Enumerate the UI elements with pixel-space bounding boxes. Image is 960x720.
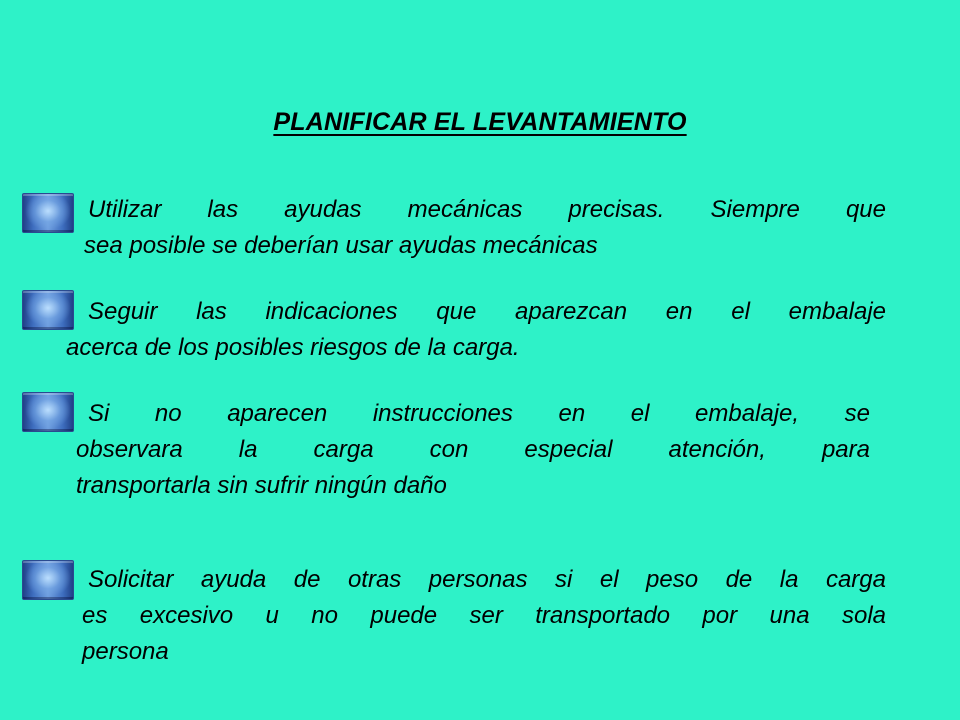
- bullet-item-2-line-1: Seguir las indicaciones que aparezcan en el embalaje: [88, 298, 886, 325]
- bullet-item-2-line-2: acerca de los posibles riesgos de la carga.: [66, 334, 520, 361]
- bullet-item-2: [66, 294, 886, 366]
- page-title: PLANIFICAR EL LEVANTAMIENTO: [273, 108, 687, 136]
- bullet-item-3: [76, 396, 870, 504]
- bullet-item-1: [84, 192, 886, 264]
- bullet-item-3-line-3: transportarla sin sufrir ningún daño: [76, 472, 447, 499]
- bullet-item-4-line-3: persona: [82, 638, 169, 665]
- bullet-item-1-line-1: Utilizar las ayudas mecánicas precisas. Siempre que: [88, 196, 886, 223]
- bullet-square-icon: [22, 560, 74, 600]
- bullet-item-4: [82, 562, 886, 670]
- bullet-item-1-line-2: sea posible se deberían usar ayudas mecánicas: [84, 232, 598, 259]
- bullet-square-icon: [22, 392, 74, 432]
- bullet-square-icon: [22, 290, 74, 330]
- bullet-item-3-line-2: observara la carga con especial atención, para: [76, 436, 870, 463]
- bullet-item-4-line-2: es excesivo u no puede ser transportado por una sola: [82, 602, 886, 629]
- bullet-square-icon: [22, 193, 74, 233]
- bullet-item-3-line-1: Si no aparecen instrucciones en el embalaje, se: [88, 400, 870, 427]
- bullet-item-4-line-1: Solicitar ayuda de otras personas si el peso de la carga: [88, 566, 886, 593]
